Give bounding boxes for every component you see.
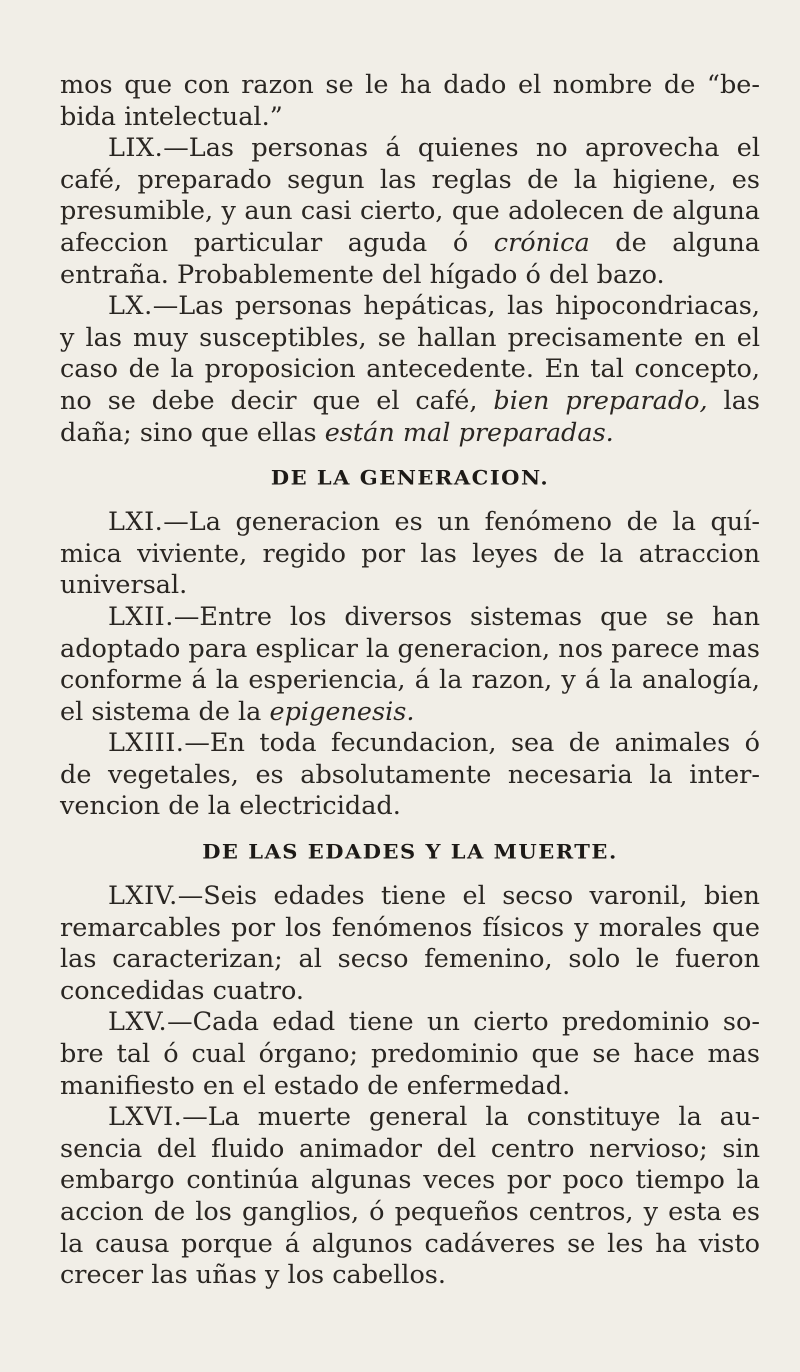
paragraph-text: de alguna entraña. Probablemente del hígado ó del bazo. — [60, 227, 760, 290]
paragraph-lxiv — [60, 881, 760, 1007]
section-generation — [60, 507, 760, 823]
paragraph-lix — [60, 133, 760, 291]
paragraph-lxvi — [60, 1102, 760, 1292]
paragraph-number: LXV. — [108, 1007, 168, 1038]
paragraph-cont — [60, 70, 760, 133]
paragraph-number: LX. — [108, 291, 153, 322]
paragraph-number: LXVI. — [108, 1102, 183, 1133]
section-heading-generation: DE LA GENERACION. — [270, 466, 550, 490]
paragraph-text: —Las personas á quienes no aprovecha el café, preparado segun las reglas de la higiene, es presumible, y aun casi cierto, que adolecen de alguna afeccion particular aguda ó — [60, 133, 760, 258]
paragraph-text: —Entre los diversos sistemas que se han adoptado para esplicar la generacion, nos parece mas conforme á la esperiencia, á la razon, y á la analogía, el sistema de la — [60, 601, 760, 727]
book-page — [60, 70, 760, 1292]
section-coffee — [60, 70, 760, 449]
paragraph-text: —Cada edad tiene un cierto predominio sobre tal ó cual órgano; predominio que se hace mas manifiesto en el estado de enfermedad. — [60, 1007, 760, 1101]
italic-text: crónica — [493, 227, 590, 258]
section-ages-death — [60, 881, 760, 1292]
italic-text: epigenesis. — [269, 696, 415, 727]
paragraph-number: LXII. — [108, 601, 174, 632]
paragraph-text: —En toda fecundacion, sea de animales ó de vegetales, es absolutamente necesaria la intervencion de la electricidad. — [60, 728, 760, 822]
paragraph-lxiii — [60, 728, 760, 823]
section-heading-ages-death: DE LAS EDADES Y LA MUERTE. — [202, 840, 618, 864]
paragraph-lxii — [60, 602, 760, 728]
paragraph-number: LXIV. — [108, 881, 178, 912]
paragraph-number: LXI. — [108, 507, 164, 538]
italic-text: bien preparado, — [493, 385, 708, 416]
italic-text: están mal preparadas. — [324, 417, 614, 448]
paragraph-lxi — [60, 507, 760, 602]
paragraph-text: —Seis edades tiene el secso varonil, bien remarcables por los fenómenos físicos y morales que las caracterizan; al secso femenino, solo le fueron concedidas cuatro. — [60, 881, 760, 1006]
paragraph-number: LXIII. — [108, 728, 185, 759]
paragraph-text: las daña; sino que ellas — [60, 385, 760, 448]
paragraph-text: mos que con razon se le ha dado el nombre de “bebida intelectual.” — [60, 70, 760, 132]
paragraph-lxv — [60, 1007, 760, 1102]
paragraph-text: —La generacion es un fenómeno de la química viviente, regido por las leyes de la atraccion universal. — [60, 507, 760, 601]
paragraph-text: —Las personas hepáticas, las hipocondriacas, y las muy susceptibles, se hallan precisamente en el caso de la proposicion antecedente. En tal concepto, no se debe decir que el café, — [60, 291, 760, 416]
paragraph-number: LIX. — [108, 133, 164, 164]
paragraph-lx — [60, 291, 760, 449]
paragraph-text: —La muerte general la constituye la ausencia del fluido animador del centro nervioso; sin embargo continúa algunas veces por poco tiempo la accion de los ganglios, ó pequeños centros, y esta es la causa porque á algunos cadáveres se les ha visto crecer las uñas y los cabellos. — [60, 1102, 760, 1291]
